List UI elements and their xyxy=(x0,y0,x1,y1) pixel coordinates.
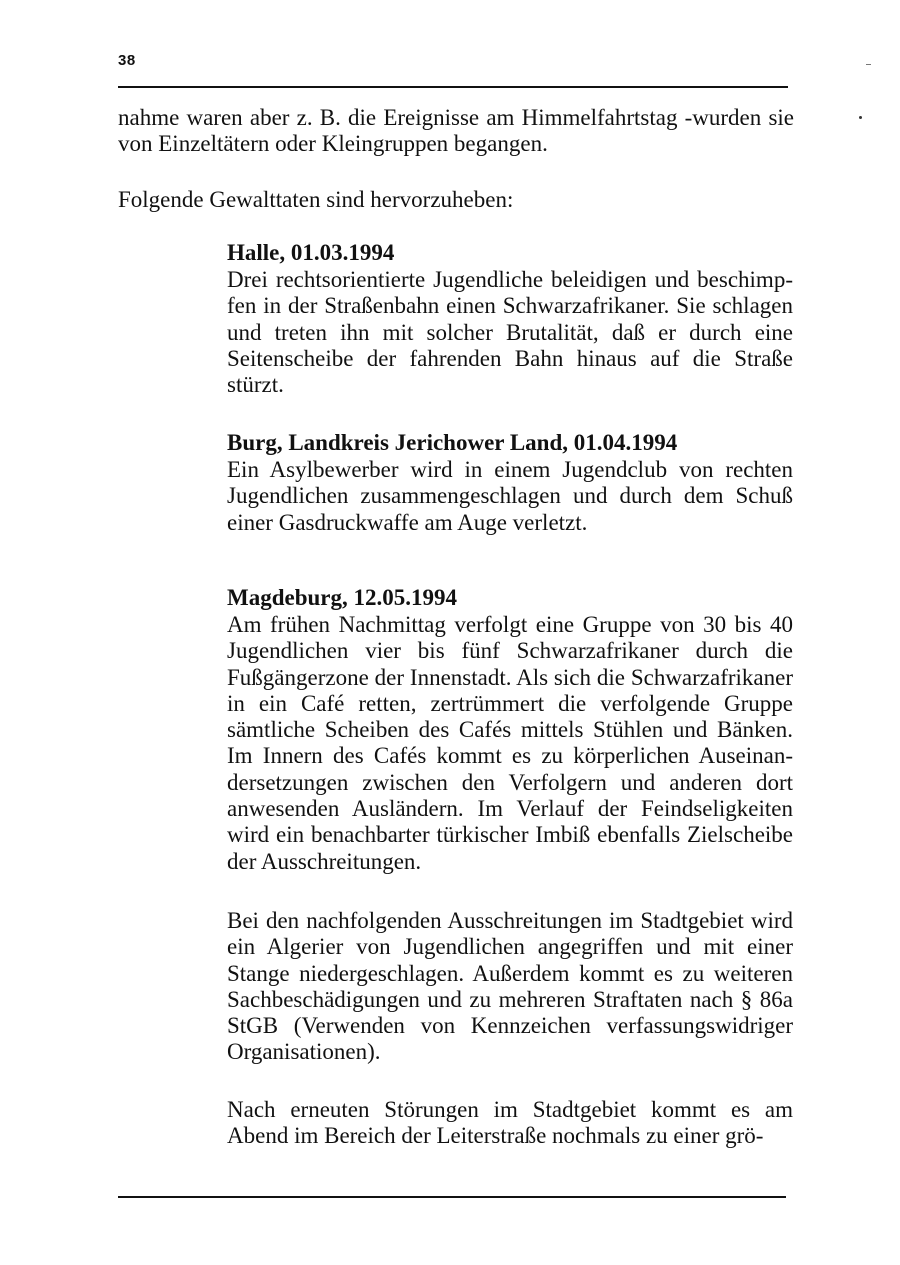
incident-heading: Burg, Landkreis Jerichower Land, 01.04.1994 xyxy=(227,430,678,455)
incident-text: Ein Asylbewerber wird in einem Jugendclub von rechten Jugendlichen zusammengeschlagen und durch dem Schuß einer Gasdruckwaffe am Auge verletzt. xyxy=(227,457,793,535)
incident-text: Am frühen Nachmittag verfolgt eine Gruppe von 30 bis 40 Jugendlichen vier bis fünf Schwarzafrikaner durch die Fußgängerzone der Innenstadt. Als sich die Schwarzafrikaner in ein Café retten, zertrümmert die verfolgende Gruppe sämtliche Scheiben des Cafés mittels Stühlen und Bänken. Im Innern des Cafés kommt es zu körperlichen Auseinandersetzungen zwischen den Verfolgern und anderen dort anwesenden Ausländern. Im Verlauf der Feindseligkeiten wird ein benachbarter türkischer Imbiß ebenfalls Zielscheibe der Ausschreitungen. xyxy=(227,612,793,874)
header-rule xyxy=(118,86,788,88)
scan-mark-dot xyxy=(859,116,862,119)
incident-heading: Halle, 01.03.1994 xyxy=(227,240,395,265)
intro-paragraph: nahme waren aber z. B. die Ereignisse am Himmelfahrtstag -wurden sie von Einzeltätern oder Kleingruppen begangen. xyxy=(118,105,794,157)
footer-rule xyxy=(118,1196,786,1198)
incident-heading: Magdeburg, 12.05.1994 xyxy=(227,585,457,610)
page-number: 38 xyxy=(118,52,136,69)
scan-mark-dash xyxy=(866,64,871,65)
lead-paragraph: Folgende Gewalttaten sind hervorzuheben: xyxy=(118,187,514,212)
incident-text: Bei den nachfolgenden Ausschreitungen im Stadtgebiet wird ein Algerier von Jugendlichen angegriffen und mit einer Stange niedergeschlagen. Außerdem kommt es zu weiteren Sachbeschädigungen und zu mehreren Straftaten nach § 86a StGB (Verwenden von Kennzeichen verfassungswidriger Organisationen). xyxy=(227,908,793,1065)
incident-text: Drei rechtsorientierte Jugendliche beleidigen und beschimpfen in der Straßenbahn einen Schwarzafrikaner. Sie schlagen und treten ihn mit solcher Brutalität, daß er durch eine Seitenscheibe der fahrenden Bahn hinaus auf die Straße stürzt. xyxy=(227,267,793,398)
incident-text: Nach erneuten Störungen im Stadtgebiet kommt es am Abend im Bereich der Leiterstraße nochmals zu einer grö- xyxy=(227,1097,793,1149)
